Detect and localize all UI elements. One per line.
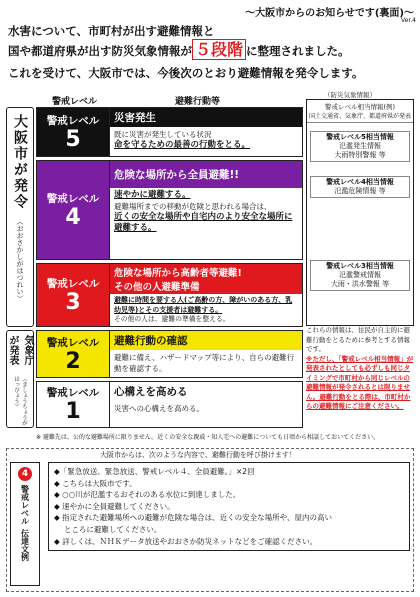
level3-titles bbox=[110, 264, 302, 294]
level5-body bbox=[110, 127, 302, 153]
jma-issue-main: 気象庁が発表 bbox=[7, 335, 33, 365]
level3-action bbox=[110, 263, 303, 327]
side-s3-item2: 大雨・洪水警報 等 bbox=[330, 280, 390, 288]
side-note bbox=[306, 326, 414, 412]
level1-title: 心構えを高める bbox=[110, 382, 302, 401]
level3-body1: 避難に時間を要する人(ご高齢の方、障がいのある方、乳幼児等)とその支援者は避難する。 bbox=[114, 296, 293, 314]
level-header: 警戒レベル bbox=[52, 97, 98, 107]
example-line: ◆ 指定された避難場所への避難が危険な場合は、近くの安全な場所や、屋内の高い bbox=[54, 513, 332, 523]
level5-body2: 命を守るための最善の行動をとる。 bbox=[114, 140, 251, 150]
level1-body1: 災害への心構えを高める。 bbox=[114, 404, 204, 413]
level1-num: 1 bbox=[65, 399, 81, 424]
jma-issue-label bbox=[6, 330, 34, 428]
example-line: ◆ 速やかに全員避難してください。 bbox=[54, 501, 175, 511]
osaka-issue-label bbox=[6, 107, 34, 327]
level4-body3: 近くの安全な場所や自宅内のより安全な場所に避難する。 bbox=[114, 212, 293, 233]
side-level4 bbox=[310, 176, 410, 198]
example-line: ◆「緊急放送、緊急放送、警戒レベル４、全員避難。」×2回 bbox=[54, 467, 255, 476]
example-label bbox=[10, 462, 40, 586]
level5-label: 警戒レベル bbox=[46, 114, 100, 127]
level2-num: 2 bbox=[65, 348, 81, 374]
equivalent-info-panel bbox=[306, 99, 414, 326]
level5-action bbox=[110, 107, 303, 157]
side-s4-title: 警戒レベル4相当情報 bbox=[326, 178, 394, 186]
example-label-text: 警戒レベル bbox=[20, 485, 30, 525]
level1-box bbox=[36, 381, 110, 428]
side-s5-title: 警戒レベル5相当情報 bbox=[326, 133, 394, 141]
level4-action bbox=[110, 160, 303, 260]
level3-body2: その他の人は、避難の準備を整える。 bbox=[114, 315, 230, 323]
level4-body1: 速やかに避難する。 bbox=[114, 190, 191, 200]
jma-issue-sub: （きしょうちょうがはっぴょう） bbox=[13, 376, 27, 426]
intro-line2 bbox=[8, 42, 350, 59]
notice-title: ～大阪市からのお知らせです(裏面)～ bbox=[245, 8, 414, 19]
level3-body bbox=[110, 294, 302, 327]
five-levels: ５段階 bbox=[192, 39, 246, 60]
level4-box bbox=[36, 160, 110, 260]
level4-body bbox=[110, 188, 302, 236]
example-items bbox=[48, 462, 410, 551]
intro-line3: これを受けて、大阪市では、今後次のとおり避難情報を発令します。 bbox=[8, 66, 364, 80]
intro-line2c: に整理されました。 bbox=[246, 44, 350, 58]
level2-body bbox=[110, 350, 302, 376]
level4-body2: 避難場所までの移動が危険と思われる場合は、 bbox=[114, 202, 272, 211]
level2-box bbox=[36, 330, 110, 378]
side-s5-item2: 大雨特別警報 等 bbox=[334, 151, 386, 159]
level5-title: 災害発生 bbox=[110, 108, 302, 127]
example-line: ◆ こちらは大阪市です。 bbox=[54, 478, 137, 488]
example-head: 大阪市からは、次のような内容で、避難行動を呼び掛けます！ bbox=[100, 451, 296, 459]
level3-box bbox=[36, 263, 110, 327]
side-top-title: 警戒レベル相当情報(例) bbox=[324, 103, 396, 111]
side-s3-item1: 氾濫警戒情報 bbox=[339, 271, 381, 279]
side-top-note: 国土交通省、気象庁、都道府県が発表 bbox=[307, 111, 413, 123]
footnote: ※ 避難先は、公的な避難場所に限りません。近くの安全な親戚・知人宅への避難についても日頃から相談しておいてください。 bbox=[36, 434, 380, 441]
osaka-issue-main: 大阪市が発令 bbox=[12, 114, 28, 210]
level3-label: 警戒レベル bbox=[46, 277, 100, 290]
level3-title2: その他の人避難準備 bbox=[114, 282, 200, 293]
example-line: ◆ 詳しくは、ＮＨＫデータ放送やおおさか防災ネットなどをご確認ください。 bbox=[54, 536, 318, 546]
osaka-issue-sub: （おおさかしがはつれい） bbox=[16, 218, 24, 302]
example-sub-text: 伝達文例 bbox=[20, 529, 30, 561]
level4-label: 警戒レベル bbox=[46, 192, 100, 205]
level2-title: 避難行動の確認 bbox=[110, 331, 302, 350]
level2-body1: 避難に備え、ハザードマップ等により、自らの避難行動を確認する。 bbox=[114, 353, 295, 373]
side-s4-item1: 氾濫危険情報 等 bbox=[334, 187, 386, 195]
level1-body bbox=[110, 401, 302, 416]
side-s3-title: 警戒レベル3相当情報 bbox=[326, 262, 394, 270]
example-line: ところに避難してください。 bbox=[54, 524, 162, 534]
side-level5 bbox=[310, 131, 410, 162]
level4-badge: 4 bbox=[18, 467, 32, 481]
level3-num: 3 bbox=[65, 289, 81, 315]
action-header: 避難行動等 bbox=[175, 97, 221, 107]
level1-label: 警戒レベル bbox=[46, 387, 100, 399]
level1-action bbox=[110, 381, 303, 428]
level4-title: 危険な場所から全員避難!! bbox=[110, 161, 302, 188]
version-label: Ver.4 bbox=[401, 17, 416, 24]
level4-num: 4 bbox=[65, 204, 81, 230]
intro-line1: 水害について、市町村が出す避難情報と bbox=[8, 24, 215, 38]
side-note-normal: これらの情報は、住民が自主的に避難行動をとるために参考とする情報です。 bbox=[306, 326, 410, 353]
side-s5-item1: 氾濫発生情報 bbox=[339, 142, 381, 150]
level5-body1: 既に災害が発生している状況 bbox=[114, 130, 212, 139]
level5-box bbox=[36, 107, 110, 157]
weather-header: （防災気象情報） bbox=[324, 91, 376, 99]
level3-title: 危険な場所から高齢者等避難! bbox=[114, 268, 242, 279]
level2-label: 警戒レベル bbox=[46, 336, 100, 349]
example-line: ◆ ○○川が氾濫するおそれのある水位に到達しました。 bbox=[54, 490, 241, 500]
intro-line2a: 国や都道府県が出す防災気象情報が bbox=[8, 44, 192, 58]
level5-num: 5 bbox=[65, 126, 81, 152]
level2-action bbox=[110, 330, 303, 378]
side-note-red: ※ただし、「警戒レベル相当情報」が発表されたとしても必ずしも同じタイミングで市町村から同じレベルの避難情報が発令されるとは限りません。避難行動をとる際は、市町村からの避難情報にご注意ください。 bbox=[306, 354, 414, 410]
side-level3 bbox=[310, 260, 410, 291]
